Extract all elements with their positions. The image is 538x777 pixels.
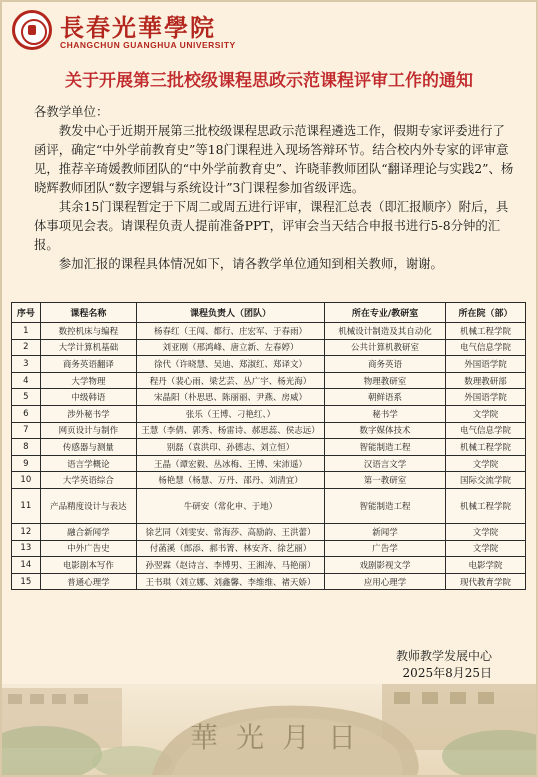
cell-college: 文学院 [446, 523, 526, 540]
signature-date: 2025年8月25日 [402, 666, 492, 680]
table-row [12, 488, 526, 523]
cell-leader: 张乐（王博、刁艳红、） [137, 405, 325, 422]
header-major: 所在专业/教研室 [325, 303, 446, 323]
cell-leader: 徐代（许晓慧、吴迪、郑淑红、郑译文） [137, 356, 325, 373]
cell-college: 文学院 [446, 455, 526, 472]
university-header [8, 6, 308, 56]
table-row [12, 573, 526, 590]
cell-college: 文学院 [446, 405, 526, 422]
cell-major: 秘书学 [325, 405, 446, 422]
cell-no: 9 [12, 455, 41, 472]
cell-major: 广告学 [325, 540, 446, 557]
cell-no: 8 [12, 439, 41, 456]
cell-no: 3 [12, 356, 41, 373]
cell-no: 13 [12, 540, 41, 557]
cell-major: 第一教研室 [325, 472, 446, 489]
cell-major: 智能制造工程 [325, 439, 446, 456]
table-row [12, 422, 526, 439]
cell-major: 汉语言文学 [325, 455, 446, 472]
cell-course: 中外广告史 [40, 540, 136, 557]
cell-no: 14 [12, 557, 41, 574]
cell-college: 电气信息学院 [446, 422, 526, 439]
header-no: 序号 [12, 303, 41, 323]
cell-college: 外国语学院 [446, 356, 526, 373]
cell-major: 数字媒体技术 [325, 422, 446, 439]
cell-course: 电影剧本写作 [40, 557, 136, 574]
cell-major: 公共计算机教研室 [325, 339, 446, 356]
cell-leader: 杨春红（王闯、都行、庄宏军、于春雨） [137, 323, 325, 340]
cell-college: 现代教育学院 [446, 573, 526, 590]
cell-leader: 王晶（谭宏毅、丛冰梅、王博、宋沛遥） [137, 455, 325, 472]
cell-course: 涉外秘书学 [40, 405, 136, 422]
table-header-row [12, 303, 526, 323]
cell-no: 6 [12, 405, 41, 422]
signature-org: 教师教学发展中心 [395, 649, 492, 663]
cell-course: 大学物理 [40, 372, 136, 389]
notice-body [34, 102, 514, 273]
cell-leader: 王慧（李倩、郭秀、杨雷诗、郝思蕊、侯志远） [137, 422, 325, 439]
cell-leader: 徐艺同（刘雯安、常海莎、高励韵、王洪蕾） [137, 523, 325, 540]
cell-leader: 别磊（袁洪印、孙德志、刘立恒） [137, 439, 325, 456]
table-row [12, 557, 526, 574]
cell-no: 4 [12, 372, 41, 389]
header-course: 课程名称 [40, 303, 136, 323]
cell-course: 产品精度设计与表达 [40, 488, 136, 523]
table-row [12, 405, 526, 422]
cell-no: 12 [12, 523, 41, 540]
cell-course: 数控机床与编程 [40, 323, 136, 340]
cell-college: 电影学院 [446, 557, 526, 574]
course-table [11, 302, 526, 590]
table-row [12, 439, 526, 456]
signature-block [396, 648, 492, 682]
cell-college: 外国语学院 [446, 389, 526, 406]
cell-leader: 孙翌霖（赵诗言、李博男、王湘涛、马艳丽） [137, 557, 325, 574]
cell-major: 朝鲜语系 [325, 389, 446, 406]
table-row [12, 323, 526, 340]
table-row [12, 540, 526, 557]
table-row [12, 472, 526, 489]
table-row [12, 523, 526, 540]
cell-college: 国际交流学院 [446, 472, 526, 489]
cell-college: 机械工程学院 [446, 323, 526, 340]
cell-college: 电气信息学院 [446, 339, 526, 356]
salutation: 各教学单位： [34, 104, 109, 119]
cell-major: 机械设计制造及其自动化 [325, 323, 446, 340]
cell-course: 大学计算机基础 [40, 339, 136, 356]
cell-leader: 牛研安（常化申、于地） [137, 488, 325, 523]
table-row [12, 389, 526, 406]
university-name-en: CHANGCHUN GUANGHUA UNIVERSITY [60, 40, 236, 50]
cell-no: 1 [12, 323, 41, 340]
cell-college: 数理教研部 [446, 372, 526, 389]
cell-major: 应用心理学 [325, 573, 446, 590]
cell-course: 语言学概论 [40, 455, 136, 472]
cell-college: 机械工程学院 [446, 439, 526, 456]
cell-major: 戏剧影视文学 [325, 557, 446, 574]
cell-leader: 杨艳慧（杨慧、万丹、邵丹、刘清宜） [137, 472, 325, 489]
cell-course: 大学英语综合 [40, 472, 136, 489]
cell-major: 物理教研室 [325, 372, 446, 389]
paragraph-3: 参加汇报的课程具体情况如下，请各教学单位通知到相关教师，谢谢。 [58, 256, 443, 271]
table-row [12, 372, 526, 389]
cell-major: 商务英语 [325, 356, 446, 373]
table-row [12, 339, 526, 356]
cell-leader: 王书琪（刘立娜、刘鑫馨、李维维、禇天娇） [137, 573, 325, 590]
header-college: 所在院（部） [446, 303, 526, 323]
paragraph-2: 其余15门课程暂定于下周二或周五进行评审，课程汇总表（即汇报顺序）附后，具体事项见会表。请课程负责人提前准备PPT，评审会当天结合申报书进行5-8分钟的汇报。 [34, 199, 509, 252]
cell-college: 机械工程学院 [446, 488, 526, 523]
cell-no: 7 [12, 422, 41, 439]
header-leader: 课程负责人（团队） [137, 303, 325, 323]
cell-no: 10 [12, 472, 41, 489]
cell-no: 15 [12, 573, 41, 590]
cell-no: 2 [12, 339, 41, 356]
university-name-cn: 長春光華學院 [60, 13, 216, 42]
cell-leader: 程丹（裴心雨、梁艺芸、丛广宇、杨光海） [137, 372, 325, 389]
cell-college: 文学院 [446, 540, 526, 557]
rock-inscription: 華光月日 [190, 721, 375, 754]
cell-major: 新闻学 [325, 523, 446, 540]
cell-course: 融合新闻学 [40, 523, 136, 540]
table-row [12, 455, 526, 472]
cell-leader: 付菡溪（郎添、郝书箐、林安齐、徐艺丽） [137, 540, 325, 557]
cell-course: 商务英语翻译 [40, 356, 136, 373]
cell-no: 5 [12, 389, 41, 406]
notice-title: 关于开展第三批校级课程思政示范课程评审工作的通知 [65, 71, 473, 91]
cell-course: 网页设计与制作 [40, 422, 136, 439]
table-row [12, 356, 526, 373]
cell-leader: 宋晶阳（朴思思、陈丽丽、尹燕、房威） [137, 389, 325, 406]
cell-no: 11 [12, 488, 41, 523]
cell-course: 中级韩语 [40, 389, 136, 406]
university-logo [12, 10, 52, 50]
cell-leader: 刘亚刚（邢鸿峰、唐立新、左春婷） [137, 339, 325, 356]
cell-major: 智能制造工程 [325, 488, 446, 523]
cell-course: 普通心理学 [40, 573, 136, 590]
cell-course: 传感器与测量 [40, 439, 136, 456]
paragraph-1: 教发中心于近期开展第三批校级课程思政示范课程遴选工作，假期专家评委进行了函评，确定“中外学前教育史”等18门课程进入现场答辩环节。结合校内外专家的评审意见，推荐辛琦媛教师团队的“中外学前教育史”、许晓菲教师团队“翻译理论与实践2”、杨晓辉教师团队“数字逻辑与系统设计”3门课程参加省级评选。 [34, 123, 514, 195]
